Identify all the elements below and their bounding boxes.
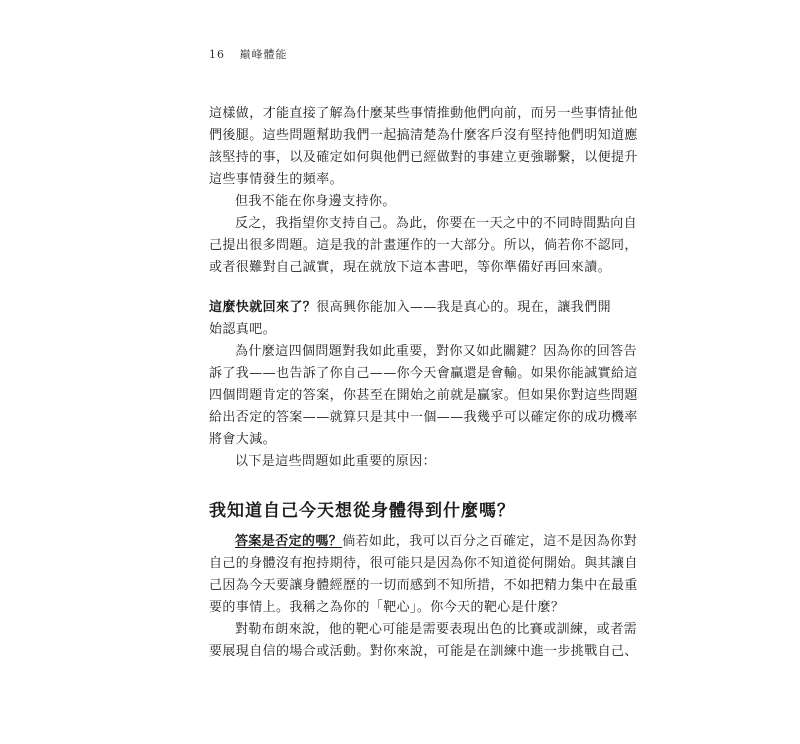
text-line: 這些事情發生的頻率。 [209, 172, 344, 187]
text-line: 或者很難對自己誠實，現在就放下這本書吧，等你準備好再回來讀。 [209, 260, 612, 275]
text-line: 反之，我指望你支持自己。為此，你要在一天之中的不同時間點向自 [235, 216, 638, 231]
text-line [209, 531, 638, 553]
text-line: 己因為今天要讓身體經歷的一切而感到不知所措，不如把精力集中在最重 [209, 578, 638, 593]
text-line: 自己的身體沒有抱持期待，很可能只是因為你不知道從何開始。與其讓自 [209, 556, 638, 571]
page-number: 16 [209, 48, 225, 61]
text-line: 為什麼這四個問題對我如此重要，對你又如此關鍵？因為你的回答告 [235, 344, 638, 359]
text-line: 要展現自信的場合或活動。對你來說，可能是在訓練中進一步挑戰自己、 [209, 644, 638, 659]
text-line: 這樣做，才能直接了解為什麼某些事情推動他們向前，而另一些事情扯他 [209, 106, 638, 121]
section-bullseye [209, 531, 638, 663]
lead-phrase: 這麼快就回來了？ [209, 300, 317, 315]
text-line: 訴了我——也告訴了你自己——你今天會贏還是會輸。如果你能誠實給這 [209, 366, 638, 381]
text-line: 給出否定的答案——就算只是其中一個——我幾乎可以確定你的成功機率 [209, 410, 638, 425]
text-line: 對勒布朗來說，他的靶心可能是需要表現出色的比賽或訓練，或者需 [235, 622, 638, 637]
text-line [209, 297, 612, 319]
text-line: 們後腿。這些問題幫助我們一起搞清楚為什麼客戶沒有堅持他們明知道應 [209, 128, 638, 143]
text-line: 己提出很多問題。這是我的計畫運作的一大部分。所以，倘若你不認同， [209, 238, 638, 253]
text-span: 倘若如此，我可以百分之百確定，這不是因為你對 [342, 534, 638, 549]
lead-phrase: 答案是否定的嗎？ [235, 534, 343, 549]
text-line: 以下是這些問題如此重要的原因： [235, 454, 437, 469]
text-line: 要的事情上。我稱之為你的「靶心」。你今天的靶心是什麼？ [209, 600, 565, 615]
section-heading: 我知道自己今天想從身體得到什麼嗎？ [209, 501, 515, 521]
text-line: 該堅持的事，以及確定如何與他們已經做對的事建立更強聯繫，以便提升 [209, 150, 638, 165]
text-line: 但我不能在你身邊支持你。 [235, 194, 396, 209]
text-line: 四個問題肯定的答案，你甚至在開始之前就是贏家。但如果你對這些問題 [209, 388, 638, 403]
book-title: 巔峰體能 [239, 48, 288, 61]
section-welcome-back [209, 297, 638, 473]
section-intro [209, 103, 638, 279]
text-span: 很高興你能加入——我是真心的。現在，讓我們開 [316, 300, 612, 315]
running-head [209, 46, 288, 62]
text-line: 將會大減。 [209, 432, 277, 447]
text-line: 始認真吧。 [209, 322, 277, 337]
